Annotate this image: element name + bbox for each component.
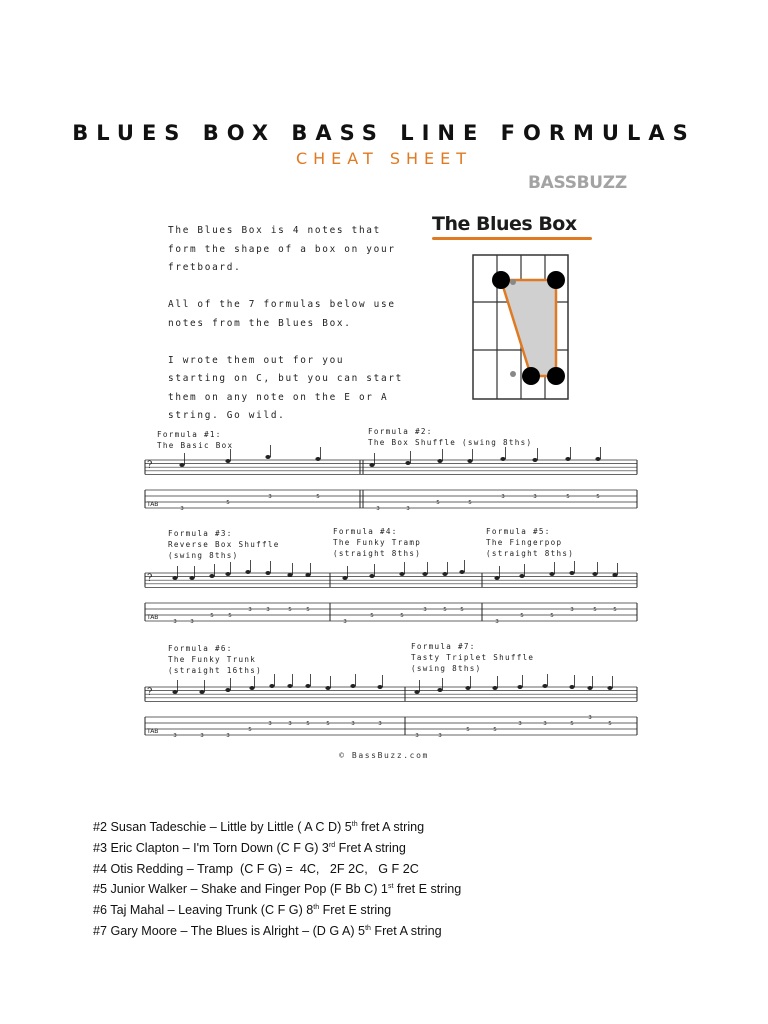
note-head <box>287 573 292 577</box>
note-head <box>405 461 410 465</box>
tab-number: 5 <box>226 500 230 506</box>
song-example: #7 Gary Moore – The Blues is Alright – (D G A) 5th Fret A string <box>93 924 442 939</box>
tab-number: 5 <box>596 494 600 500</box>
note-head <box>209 574 214 578</box>
formula-6-label: Formula #6: The Funky Trunk (straight 16ths) <box>168 644 262 675</box>
tab-number: 3 <box>423 607 427 613</box>
note-head <box>225 459 230 463</box>
note-head <box>494 576 499 580</box>
tab-number: 5 <box>468 500 472 506</box>
note-head <box>249 686 254 690</box>
bass-clef: ? <box>147 573 153 584</box>
note-head <box>305 684 310 688</box>
tab-number: 3 <box>415 733 419 739</box>
tab-number: 3 <box>190 619 194 625</box>
tab-number: 3 <box>226 733 230 739</box>
tab-number: 5 <box>570 721 574 727</box>
tab-number: 3 <box>406 506 410 512</box>
note-head <box>305 573 310 577</box>
note-head <box>269 684 274 688</box>
note-head <box>399 572 404 576</box>
note-head <box>369 463 374 467</box>
note-head <box>172 576 177 580</box>
tab-number: 3 <box>570 607 574 613</box>
note-head <box>342 576 347 580</box>
tab-clef: TAB <box>147 614 159 621</box>
note-head <box>350 684 355 688</box>
note-head <box>467 459 472 463</box>
note-head <box>587 686 592 690</box>
intro-paragraph: The Blues Box is 4 notes that form the shape of a box on your fretboard. <box>168 225 396 273</box>
note-head <box>532 458 537 462</box>
tab-number: 5 <box>288 607 292 613</box>
tab-number: 3 <box>200 733 204 739</box>
tab-number: 3 <box>173 619 177 625</box>
note-head <box>565 457 570 461</box>
tab-number: 5 <box>400 613 404 619</box>
note-head <box>542 684 547 688</box>
tab-number: 5 <box>306 607 310 613</box>
note-head <box>225 688 230 692</box>
tab-number: 5 <box>306 721 310 727</box>
copyright: © BassBuzz.com <box>339 751 429 760</box>
note-head <box>517 685 522 689</box>
song-example: #3 Eric Clapton – I'm Torn Down (C F G) 3rd Fret A string <box>93 840 406 855</box>
note-head <box>569 685 574 689</box>
note-head <box>287 684 292 688</box>
tab-number: 3 <box>495 619 499 625</box>
tab-number: 3 <box>268 494 272 500</box>
tab-number: 3 <box>180 506 184 512</box>
tab-number: 3 <box>501 494 505 500</box>
tab-number: 5 <box>228 613 232 619</box>
note-head <box>442 572 447 576</box>
note-head <box>172 690 177 694</box>
tab-number: 3 <box>248 607 252 613</box>
tab-number: 3 <box>378 721 382 727</box>
tab-number: 5 <box>210 613 214 619</box>
tab-number: 5 <box>460 607 464 613</box>
tab-number: 3 <box>376 506 380 512</box>
tab-number: 3 <box>173 733 177 739</box>
tab-number: 5 <box>520 613 524 619</box>
formula-7-label: Formula #7: Tasty Triplet Shuffle (swing 8ths) <box>411 642 535 673</box>
note-head <box>549 572 554 576</box>
tab-number: 3 <box>343 619 347 625</box>
tab-clef: TAB <box>147 728 159 735</box>
tab-number: 3 <box>438 733 442 739</box>
formula-2-label: Formula #2: The Box Shuffle (swing 8ths) <box>368 427 533 447</box>
tab-number: 5 <box>608 721 612 727</box>
note-head <box>199 690 204 694</box>
note-head <box>592 572 597 576</box>
tab-number: 5 <box>436 500 440 506</box>
tab-number: 5 <box>326 721 330 727</box>
note-head <box>519 574 524 578</box>
note-head <box>459 570 464 574</box>
diagram-title: The Blues Box <box>432 213 577 235</box>
tab-number: 5 <box>443 607 447 613</box>
tab-number: 5 <box>248 727 252 733</box>
brand-logo: BASSBUZZ <box>528 173 627 193</box>
bass-clef: ? <box>147 687 153 698</box>
intro-paragraph: I wrote them out for you starting on C, but you can start them on any note on the E or A string. Go wild. <box>168 354 404 421</box>
tab-number: 3 <box>518 721 522 727</box>
note-head <box>569 571 574 575</box>
tab-number: 5 <box>370 613 374 619</box>
tab-number: 5 <box>566 494 570 500</box>
note-head <box>377 685 382 689</box>
tab-number: 5 <box>466 727 470 733</box>
note-head <box>179 463 184 467</box>
tab-number: 5 <box>613 607 617 613</box>
tab-number: 5 <box>593 607 597 613</box>
note-head <box>437 688 442 692</box>
note-head <box>612 573 617 577</box>
page-title: BLUES BOX BASS LINE FORMULAS <box>72 121 696 145</box>
note-head <box>500 457 505 461</box>
bass-clef: ? <box>147 460 153 471</box>
tab-number: 3 <box>351 721 355 727</box>
tab-number: 3 <box>288 721 292 727</box>
note-head <box>265 571 270 575</box>
song-example: #2 Susan Tadeschie – Little by Little ( A C D) 5th fret A string <box>93 820 425 835</box>
tab-number: 3 <box>533 494 537 500</box>
song-example: #6 Taj Mahal – Leaving Trunk (C F G) 8th Fret E string <box>93 903 392 918</box>
formula-4-label: Formula #4: The Funky Tramp (straight 8ths) <box>333 527 422 558</box>
tab-number: 5 <box>550 613 554 619</box>
note-head <box>225 572 230 576</box>
formula-1-label: Formula #1: The Basic Box <box>157 430 234 450</box>
note-head <box>369 574 374 578</box>
note-head <box>607 686 612 690</box>
formula-5-label: Formula #5: The Fingerpop (straight 8ths) <box>486 527 575 558</box>
note-head <box>315 457 320 461</box>
intro-paragraph: All of the 7 formulas below use notes from the Blues Box. <box>168 299 396 329</box>
note-head <box>265 455 270 459</box>
note-head <box>465 686 470 690</box>
song-examples <box>93 816 461 941</box>
note-head <box>245 570 250 574</box>
formula-3-label: Formula #3: Reverse Box Shuffle (swing 8ths) <box>168 529 280 560</box>
tab-number: 3 <box>543 721 547 727</box>
tab-number: 3 <box>268 721 272 727</box>
note-head <box>595 457 600 461</box>
tab-number: 3 <box>266 607 270 613</box>
song-example: #5 Junior Walker – Shake and Finger Pop (F Bb C) 1st fret E string <box>93 882 462 897</box>
tab-clef: TAB <box>147 501 159 508</box>
note-head <box>325 686 330 690</box>
tab-number: 5 <box>316 494 320 500</box>
tab-number: 3 <box>588 715 592 721</box>
note-head <box>437 459 442 463</box>
song-example: #4 Otis Redding – Tramp (C F G) = 4C, 2F 2C, G F 2C <box>93 861 419 876</box>
page-subtitle: CHEAT SHEET <box>295 149 473 168</box>
note-head <box>189 576 194 580</box>
note-head <box>422 572 427 576</box>
tab-number: 5 <box>493 727 497 733</box>
note-head <box>492 686 497 690</box>
note-head <box>414 690 419 694</box>
